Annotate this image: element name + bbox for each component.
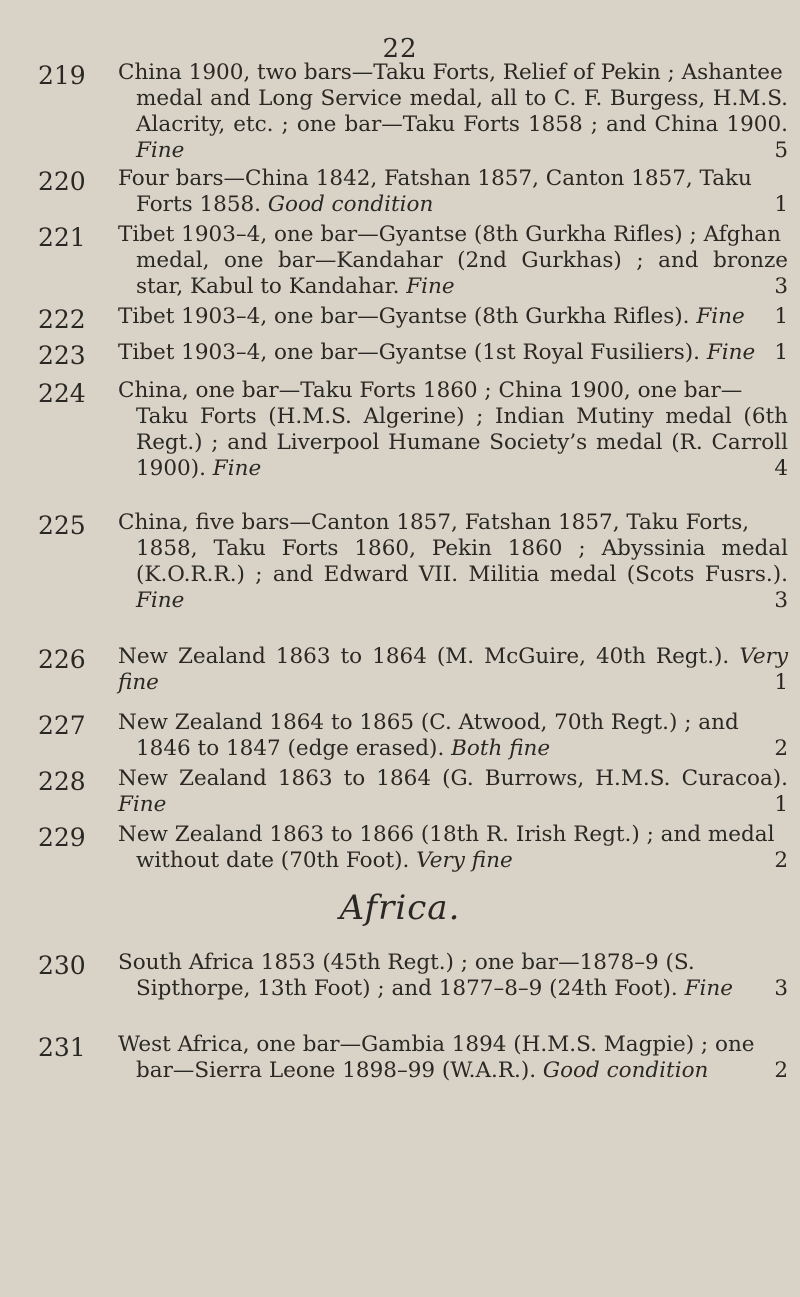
lot-quantity: 4 [774, 456, 788, 481]
lot-description [118, 950, 788, 1002]
lot-number: 223 [38, 341, 86, 370]
lot-quantity: 2 [774, 1058, 788, 1083]
lot-description [118, 60, 788, 164]
lot-number: 229 [38, 823, 86, 852]
lot-grade: Very fine [416, 848, 513, 873]
lot-number: 224 [38, 379, 86, 408]
lot-first-line: China, five bars—Canton 1857, Fatshan 1857, Taku Forts, [118, 510, 750, 535]
lot-first-line: Four bars—China 1842, Fatshan 1857, Canton 1857, Taku [118, 166, 752, 191]
lot-number: 221 [38, 223, 86, 252]
lot-first-line: South Africa 1853 (45th Regt.) ; one bar—1878–9 (S. [118, 950, 695, 975]
lot-description [118, 510, 788, 614]
lot-quantity: 3 [774, 588, 788, 613]
lot-grade: Fine [706, 340, 756, 365]
lot-first-line: West Africa, one bar—Gambia 1894 (H.M.S. Magpie) ; one [118, 1032, 755, 1057]
lot-first-line: Tibet 1903–4, one bar—Gyantse (8th Gurkha Rifles). [118, 304, 690, 329]
lot-description [118, 766, 788, 818]
lot-description [118, 710, 788, 762]
lot-number: 222 [38, 305, 86, 334]
lot-quantity: 1 [774, 192, 788, 217]
lot-rest: Sipthorpe, 13th Foot) ; and 1877–8–9 (24th Foot). [136, 976, 678, 1001]
lot-first-line: Tibet 1903–4, one bar—Gyantse (8th Gurkha Rifles) ; Afghan [118, 222, 781, 247]
lot-description [118, 1032, 788, 1084]
lot-grade: Fine [696, 304, 745, 329]
lot-first-line: New Zealand 1864 to 1865 (C. Atwood, 70th Regt.) ; and [118, 710, 739, 735]
lot-grade: Good condition [542, 1058, 709, 1083]
lot-first-line: China 1900, two bars—Taku Forts, Relief of Pekin ; Ashantee [118, 60, 783, 85]
lot-quantity: 5 [774, 138, 788, 163]
lot-description [118, 166, 788, 218]
lot-rest: medal, one bar—Kandahar (2nd Gurkhas) ; and bronze star, Kabul to Kandahar. [136, 248, 788, 299]
lot-grade: Fine [136, 138, 185, 163]
lot-quantity: 1 [774, 670, 788, 695]
lot-number: 227 [38, 711, 86, 740]
page-number: 22 [382, 34, 418, 64]
lot-grade: Fine [118, 792, 167, 817]
lot-quantity: 1 [774, 792, 788, 817]
lot-grade: Very fine [118, 644, 789, 695]
lot-description [118, 644, 788, 696]
lot-description [118, 340, 788, 366]
lot-grade: Fine [684, 976, 733, 1001]
lot-number: 228 [38, 767, 86, 796]
lot-rest: 1846 to 1847 (edge erased). [136, 736, 445, 761]
lot-description [118, 304, 788, 330]
lot-description [118, 378, 788, 482]
lot-rest: medal and Long Service medal, all to C. F. Burgess, H.M.S. Alacrity, etc. ; one bar—Taku Forts 1858 ; and China 1900. [136, 86, 788, 137]
lot-number: 231 [38, 1033, 86, 1062]
lot-rest: without date (70th Foot). [136, 848, 410, 873]
lot-first-line: New Zealand 1863 to 1864 (M. McGuire, 40th Regt.). [118, 644, 730, 669]
lot-quantity: 2 [774, 736, 788, 761]
lot-quantity: 1 [774, 340, 788, 365]
lot-description [118, 822, 788, 874]
lot-number: 220 [38, 167, 86, 196]
lot-number: 225 [38, 511, 86, 540]
section-heading: Africa. [339, 888, 461, 928]
lot-grade: Fine [136, 588, 185, 613]
lot-quantity: 1 [774, 304, 788, 329]
lot-rest: 1858, Taku Forts 1860, Pekin 1860 ; Abyssinia medal (K.O.R.R.) ; and Edward VII. Militia medal (Scots Fusrs.). [136, 536, 788, 587]
lot-description [118, 222, 788, 300]
lot-quantity: 3 [774, 274, 788, 299]
lot-number: 226 [38, 645, 86, 674]
lot-grade: Fine [406, 274, 455, 299]
lot-grade: Good condition [267, 192, 434, 217]
lot-number: 230 [38, 951, 86, 980]
lot-rest: Taku Forts (H.M.S. Algerine) ; Indian Mutiny medal (6th Regt.) ; and Liverpool Humane Society’s medal (R. Carroll 1900). [136, 404, 788, 481]
lot-grade: Both fine [451, 736, 551, 761]
lot-grade: Fine [212, 456, 262, 481]
lot-rest: Forts 1858. [136, 192, 262, 217]
lot-first-line: New Zealand 1863 to 1866 (18th R. Irish Regt.) ; and medal [118, 822, 775, 847]
lot-first-line: Tibet 1903–4, one bar—Gyantse (1st Royal Fusiliers). [118, 340, 700, 365]
lot-quantity: 2 [774, 848, 788, 873]
lot-rest: bar—Sierra Leone 1898–99 (W.A.R.). [136, 1058, 537, 1083]
lot-first-line: China, one bar—Taku Forts 1860 ; China 1900, one bar— [118, 378, 743, 403]
lot-first-line: New Zealand 1863 to 1864 (G. Burrows, H.M.S. Curacoa). [118, 766, 788, 791]
lot-quantity: 3 [774, 976, 788, 1001]
lot-number: 219 [38, 61, 86, 90]
